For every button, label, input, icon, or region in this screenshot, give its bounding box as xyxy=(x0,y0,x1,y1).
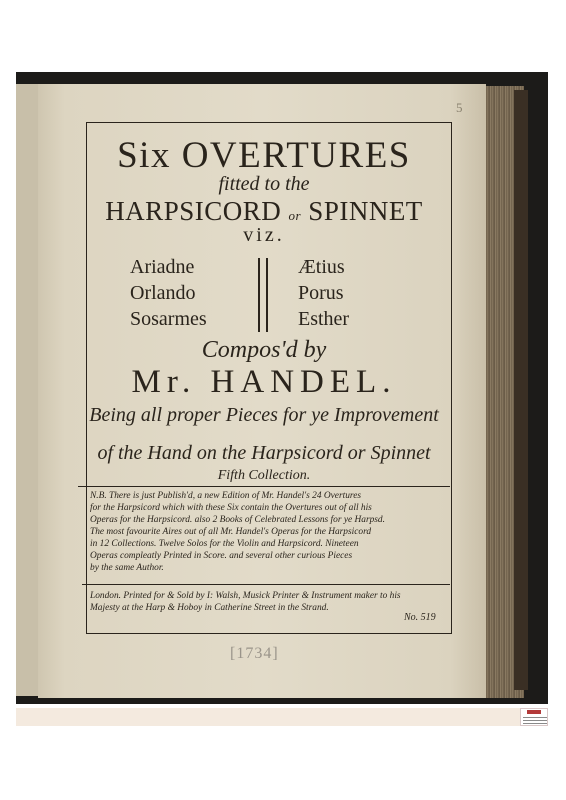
title-viz: viz. xyxy=(243,224,285,246)
opera-aetius: Ætius xyxy=(298,256,345,278)
nb-line: in 12 Collections. Twelve Solos for the Violin and Harpsicord. Nineteen xyxy=(90,539,359,549)
spinnet-text: SPINNET xyxy=(308,196,423,226)
imprint-line: London. Printed for & Sold by I: Walsh, Musick Printer & Instrument maker to his xyxy=(90,591,401,601)
opera-esther: Esther xyxy=(298,308,350,330)
plate-number: No. 519 xyxy=(404,612,436,623)
nb-line: The most favourite Aires out of all Mr. Handel's Operas for the Harpsicord xyxy=(90,527,372,537)
opera-divider xyxy=(258,258,268,332)
nb-line: Operas compleatly Printed in Score. and several other curious Pieces xyxy=(90,551,353,561)
nb-line: by the same Author. xyxy=(90,563,164,573)
opera-ariadne: Ariadne xyxy=(130,256,195,278)
opera-porus: Porus xyxy=(298,282,344,304)
description-line-1: Being all proper Pieces for ye Improvement xyxy=(89,404,439,426)
imprint-line: Majesty at the Harp & Hoboy in Catherine Street in the Strand. xyxy=(90,603,329,613)
imprint-divider xyxy=(82,584,450,585)
description-line-2: of the Hand on the Harpsicord or Spinnet xyxy=(97,442,431,464)
nb-divider xyxy=(78,486,450,487)
book-cover-edge xyxy=(16,84,40,696)
composd-by: Compos'd by xyxy=(201,337,327,363)
folio-number: 5 xyxy=(456,100,463,115)
imprint xyxy=(90,590,448,614)
logo-mark-icon xyxy=(527,710,541,714)
or-text: or xyxy=(288,208,302,223)
opera-list-left xyxy=(130,254,207,332)
collection-label: Fifth Collection. xyxy=(217,468,311,483)
title-fitted: fitted to the xyxy=(218,173,310,195)
nb-line: for the Harpsicord which with these Six contain the Overtures out of all his xyxy=(90,503,372,513)
opera-list-right xyxy=(298,254,349,332)
logo-text-icon xyxy=(523,716,547,724)
title-six-overtures: Six OVERTURES xyxy=(117,135,411,176)
opera-orlando: Orlando xyxy=(130,282,196,304)
nb-line: N.B. There is just Publish'd, a new Edition of Mr. Handel's 24 Overtures xyxy=(90,491,362,501)
title-instruments xyxy=(78,196,450,227)
book-spine-shadow xyxy=(514,90,528,690)
viewer-footer-strip xyxy=(16,708,548,726)
opera-sosarmes: Sosarmes xyxy=(130,308,207,330)
date-stamp: [1734] xyxy=(230,645,279,662)
composer-name: Mr. HANDEL. xyxy=(131,364,397,400)
harpsicord-text: HARPSICORD xyxy=(105,196,282,226)
nb-advertisement xyxy=(90,490,442,574)
nb-line: Operas for the Harpsicord. also 2 Books of Celebrated Lessons for ye Harpsd. xyxy=(90,515,385,525)
library-logo xyxy=(520,708,548,726)
